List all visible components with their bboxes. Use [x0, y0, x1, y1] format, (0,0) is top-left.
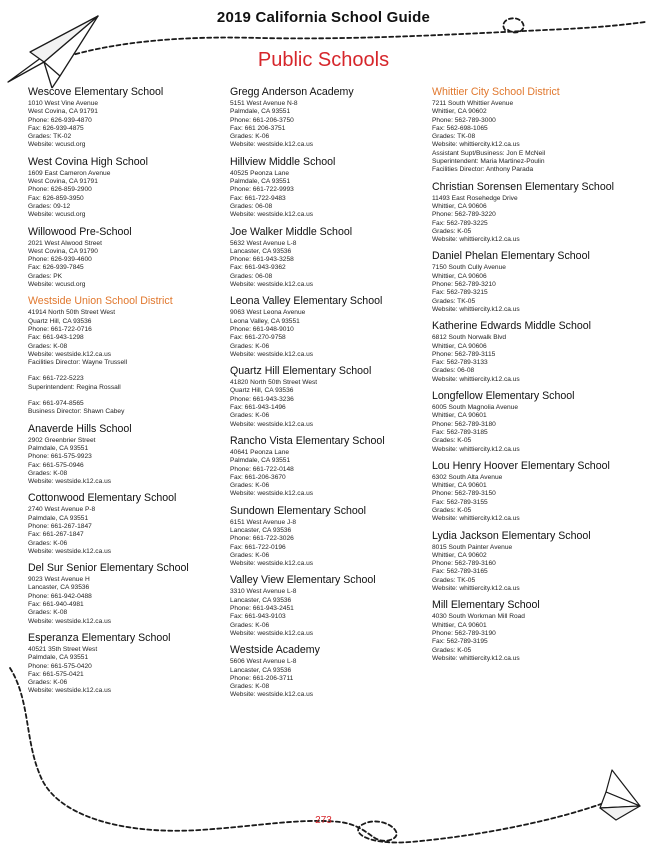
listing-detail-line: Grades: K-06: [28, 539, 68, 547]
listing-detail-line: Lancaster, CA 93536: [230, 526, 292, 534]
listing-detail-line: Phone: 626-939-4870: [28, 116, 92, 124]
listing-detail-line: 5606 West Avenue L-8: [230, 658, 297, 666]
school-name: Cottonwood Elementary School: [28, 492, 177, 505]
listing-detail-line: Phone: 661-943-3258: [230, 256, 294, 264]
listing-detail-line: Grades: K-05: [432, 437, 472, 445]
listing-detail-line: Whittier, CA 90602: [432, 551, 487, 559]
listing-detail-line: Grades: 06-08: [432, 367, 475, 375]
school-listing: [230, 295, 435, 359]
listing-detail-line: Lancaster, CA 93536: [230, 666, 292, 674]
listing-detail-line: Website: whittiercity.k12.ca.us: [432, 236, 520, 244]
listing-detail-line: Website: whittiercity.k12.ca.us: [432, 141, 520, 149]
listing-detail-line: Fax: 562-789-3155: [432, 498, 488, 506]
listing-detail-line: Facilities Director: Wayne Trussell: [28, 359, 128, 367]
listing-detail-line: 9063 West Leona Avenue: [230, 309, 306, 317]
listing-detail-line: Phone: 562-789-3190: [432, 629, 496, 637]
listing-detail-line: Leona Valley, CA 93551: [230, 317, 300, 325]
listing-detail-line: Grades: K-05: [432, 227, 472, 235]
listing-detail-line: 2902 Greenbrier Street: [28, 436, 96, 444]
listing-detail-line: Grades: K-06: [230, 133, 270, 141]
school-name: Longfellow Elementary School: [432, 390, 575, 403]
school-name: Anaverde Hills School: [28, 422, 132, 435]
listing-detail-line: Website: westside.k12.ca.us: [230, 560, 314, 568]
listing-detail-line: 8015 South Painter Avenue: [432, 543, 513, 551]
listing-detail-line: Phone: 661-206-3750: [230, 116, 294, 124]
school-name: Wescove Elementary School: [28, 86, 164, 98]
listing-detail-line: 40525 Peonza Lane: [230, 169, 290, 177]
listing-detail-line: Lancaster, CA 93536: [230, 247, 292, 255]
listing-detail-line: Grades: 06-08: [230, 272, 273, 280]
listing-detail-line: Grades: K-05: [432, 506, 472, 514]
listing-detail-line: Fax: 626-859-3950: [28, 194, 84, 202]
school-name: Christian Sorensen Elementary School: [432, 180, 614, 193]
listing-detail-line: 4030 South Workman Mill Road: [432, 613, 525, 621]
listing-detail-line: Whittier, CA 90601: [432, 621, 487, 629]
listing-detail-line: Fax: 626-939-7845: [28, 264, 84, 272]
listing-detail-line: Fax: 661-940-4981: [28, 601, 84, 609]
listing-detail-line: Phone: 661-942-0488: [28, 592, 92, 600]
listing-detail-line: Phone: 661-722-0716: [28, 325, 92, 333]
listing-detail-line: 11493 East Rosehedge Drive: [432, 194, 518, 202]
page-number: 273: [315, 815, 332, 826]
listing-detail-line: Phone: 562-789-3160: [432, 560, 496, 568]
section-title: Public Schools: [257, 49, 390, 71]
paper-airplane-icon: [600, 770, 640, 820]
listing-detail-line: Grades: TK-05: [432, 297, 476, 305]
listing-detail-line: Assistant Supt/Business: Jon E McNeil: [432, 149, 546, 157]
listing-detail-line: Phone: 661-267-1847: [28, 522, 92, 530]
listing-detail-line: 1609 East Cameron Avenue: [28, 169, 111, 177]
listing-detail-line: Website: westside.k12.ca.us: [230, 141, 314, 149]
listing-detail-line: Palmdale, CA 93551: [28, 514, 89, 522]
spacer: [28, 392, 233, 400]
listing-detail-line: Fax: 562-789-3165: [432, 568, 488, 576]
listing-detail-line: Lancaster, CA 93536: [28, 584, 90, 592]
listing-detail-line: Fax: 661-270-9758: [230, 334, 286, 342]
school-name: Rancho Vista Elementary School: [230, 434, 385, 447]
listing-detail-line: 5151 West Avenue N-8: [230, 100, 298, 107]
listing-detail-line: Website: westside.k12.ca.us: [28, 687, 112, 695]
school-listing: [230, 226, 435, 290]
listing-detail-line: Phone: 661-943-2451: [230, 605, 294, 613]
listing-detail-line: Phone: 661-575-9923: [28, 453, 92, 461]
listing-detail-line: Fax: 661-267-1847: [28, 531, 84, 539]
school-name: Katherine Edwards Middle School: [432, 320, 591, 333]
listing-detail-line: Grades: K-06: [28, 679, 68, 687]
school-listing: [230, 505, 435, 569]
school-name: Lydia Jackson Elementary School: [432, 529, 591, 542]
listing-detail-line: Quartz Hill, CA 93536: [28, 317, 92, 325]
listing-detail-line: Lancaster, CA 93536: [230, 596, 292, 604]
listing-detail-line: Superintendent: Maria Martinez-Poulin: [432, 158, 545, 166]
listing-detail-line: Website: westside.k12.ca.us: [28, 617, 112, 625]
school-listing: [230, 435, 435, 499]
school-name: Valley View Elementary School: [230, 574, 376, 587]
listing-detail-line: Website: westside.k12.ca.us: [230, 420, 314, 428]
listing-detail-line: Website: westside.k12.ca.us: [230, 350, 314, 358]
school-name: Hillview Middle School: [230, 155, 336, 168]
school-name: Mill Elementary School: [432, 599, 540, 612]
listing-detail-line: Whittier, CA 90601: [432, 412, 487, 420]
listing-detail-line: Grades: K-08: [230, 683, 270, 691]
listing-detail-line: Grades: TK-02: [28, 133, 72, 141]
listing-detail-line: Palmdale, CA 93551: [28, 444, 89, 452]
listing-detail-line: Fax: 661-722-5223: [28, 375, 84, 383]
listing-detail-line: Phone: 661-206-3711: [230, 674, 294, 682]
listing-detail-line: 5632 West Avenue L-8: [230, 239, 297, 247]
listing-detail-line: Website: wcusd.org: [28, 281, 86, 289]
listing-detail-line: 9023 West Avenue H: [28, 576, 90, 584]
column-2: [230, 86, 435, 706]
listing-detail-line: Grades: PK: [28, 272, 63, 280]
listing-detail-line: Fax: 661-974-8565: [28, 400, 84, 408]
listing-detail-line: Website: westside.k12.ca.us: [28, 350, 112, 358]
listing-detail-line: Palmdale, CA 93551: [28, 654, 89, 662]
guide-title: 2019 California School Guide: [216, 9, 431, 26]
listing-detail-line: Website: westside.k12.ca.us: [230, 490, 314, 498]
listing-detail-line: Grades: K-08: [28, 609, 68, 617]
listing-detail-line: Website: whittiercity.k12.ca.us: [432, 305, 520, 313]
listing-detail-line: Fax: 661-722-9483: [230, 194, 286, 202]
listing-detail-line: 41914 North 50th Street West: [28, 309, 116, 317]
listing-detail-line: Phone: 562-789-3220: [432, 211, 496, 219]
listing-detail-line: 7150 South Cully Avenue: [432, 264, 506, 272]
school-name: Leona Valley Elementary School: [230, 295, 383, 308]
listing-detail-line: Palmdale, CA 93551: [230, 178, 291, 186]
listing-detail-line: Fax: 562-789-3195: [432, 638, 488, 646]
listing-detail-line: Phone: 562-789-3000: [432, 116, 496, 124]
listing-detail-line: 3310 West Avenue L-8: [230, 588, 297, 596]
listing-detail-line: Phone: 661-722-0148: [230, 465, 294, 473]
school-listing: [28, 632, 233, 696]
listing-detail-line: 6151 West Avenue J-8: [230, 518, 297, 526]
district-name: Whittier City School District: [432, 86, 560, 98]
listing-detail-line: Fax: 661-575-0421: [28, 670, 84, 678]
district-name: Westside Union School District: [28, 295, 173, 308]
listing-detail-line: Grades: TK-05: [432, 576, 476, 584]
listing-detail-line: Whittier, CA 90606: [432, 272, 487, 280]
listing-detail-line: Whittier, CA 90606: [432, 202, 487, 210]
listing-detail-line: 7211 South Whittier Avenue: [432, 100, 514, 107]
school-name: Gregg Anderson Academy: [230, 86, 354, 98]
listing-detail-line: Website: westside.k12.ca.us: [28, 478, 112, 486]
listing-detail-line: 6812 South Norwalk Blvd: [432, 334, 507, 342]
school-listing: [28, 562, 233, 626]
listing-detail-line: Grades: TK-08: [432, 133, 476, 141]
school-listing: [28, 86, 233, 150]
listing-detail-line: Fax: 562-789-3225: [432, 219, 488, 227]
listing-detail-line: Fax: 661-206-3670: [230, 473, 286, 481]
listing-detail-line: Website: whittiercity.k12.ca.us: [432, 445, 520, 453]
listing-detail-line: Grades: K-08: [28, 342, 68, 350]
school-listing: [28, 492, 233, 556]
school-name: Del Sur Senior Elementary School: [28, 562, 189, 575]
school-name: Sundown Elementary School: [230, 504, 367, 517]
listing-detail-line: Fax: 562-789-3215: [432, 289, 488, 297]
district-listing: [28, 295, 233, 416]
listing-detail-line: Grades: 09-12: [28, 202, 71, 210]
listing-detail-line: Fax: 562-789-3185: [432, 428, 488, 436]
listing-detail-line: 1010 West Vine Avenue: [28, 100, 99, 107]
school-name: Daniel Phelan Elementary School: [432, 250, 590, 263]
listing-detail-line: Phone: 661-722-3026: [230, 535, 294, 543]
school-listing: [28, 156, 233, 220]
listing-detail-line: Website: westside.k12.ca.us: [230, 211, 314, 219]
listing-detail-line: Phone: 626-859-2900: [28, 186, 92, 194]
school-name: Quartz Hill Elementary School: [230, 365, 372, 378]
listing-detail-line: Grades: K-06: [230, 551, 270, 559]
school-listing: [230, 644, 435, 699]
listing-detail-line: 40641 Peonza Lane: [230, 448, 290, 456]
listing-detail-line: Fax: 661-943-9103: [230, 613, 286, 621]
listing-detail-line: Fax: 562-698-1065: [432, 124, 488, 132]
school-name: Westside Academy: [230, 644, 320, 657]
listing-detail-line: West Covina, CA 91791: [28, 178, 98, 186]
listing-detail-line: Superintendent: Regina Rossall: [28, 383, 121, 391]
listing-detail-line: 2740 West Avenue P-8: [28, 506, 96, 514]
listing-detail-line: Phone: 661-948-9010: [230, 325, 294, 333]
listing-detail-line: West Covina, CA 91790: [28, 247, 98, 255]
listing-detail-line: Business Director: Shawn Cabey: [28, 408, 125, 416]
school-name: Joe Walker Middle School: [230, 225, 353, 238]
school-listing: [230, 574, 435, 638]
listing-detail-line: Grades: K-06: [230, 342, 270, 350]
spacer: [28, 367, 233, 375]
listing-detail-line: Fax: 661-722-0196: [230, 543, 286, 551]
listing-detail-line: Grades: K-05: [432, 646, 472, 654]
listing-detail-line: Phone: 562-789-3210: [432, 281, 496, 289]
listing-detail-line: Website: westside.k12.ca.us: [230, 281, 314, 289]
school-listing: [432, 320, 637, 384]
listing-detail-line: Website: whittiercity.k12.ca.us: [432, 585, 520, 593]
school-listing: [432, 599, 637, 663]
column-3: [432, 86, 637, 669]
listing-detail-line: Website: whittiercity.k12.ca.us: [432, 375, 520, 383]
listing-detail-line: Phone: 661-575-0420: [28, 662, 92, 670]
listing-detail-line: Phone: 562-789-3150: [432, 490, 496, 498]
school-listing: [432, 250, 637, 314]
listing-detail-line: 2021 West Alwood Street: [28, 239, 102, 247]
school-listing: [432, 530, 637, 594]
listing-detail-line: Grades: K-08: [28, 469, 68, 477]
listing-detail-line: Palmdale, CA 93551: [230, 108, 291, 116]
listing-detail-line: Phone: 661-722-9993: [230, 186, 294, 194]
listing-detail-line: Phone: 562-789-3115: [432, 350, 496, 358]
listing-detail-line: Fax: 626-939-4875: [28, 124, 84, 132]
listing-detail-line: Palmdale, CA 93551: [230, 457, 291, 465]
listing-detail-line: 41820 North 50th Street West: [230, 379, 318, 387]
listing-detail-line: 40521 35th Street West: [28, 645, 98, 653]
listing-detail-line: Website: wcusd.org: [28, 211, 86, 219]
listing-detail-line: Quartz Hill, CA 93536: [230, 387, 294, 395]
listing-detail-line: Website: westside.k12.ca.us: [230, 629, 314, 637]
district-listing: [432, 86, 637, 175]
school-listing: [432, 181, 637, 245]
listing-detail-line: Website: westside.k12.ca.us: [28, 547, 112, 555]
listing-detail-line: Facilities Director: Anthony Parada: [432, 166, 534, 174]
listing-detail-line: Grades: K-06: [230, 412, 270, 420]
listing-detail-line: Fax: 562-789-3133: [432, 359, 488, 367]
school-listing: [230, 86, 435, 150]
school-name: Lou Henry Hoover Elementary School: [432, 459, 610, 472]
school-listing: [230, 365, 435, 429]
listing-detail-line: Phone: 661-943-3236: [230, 395, 294, 403]
listing-detail-line: Phone: 626-939-4600: [28, 256, 92, 264]
listing-detail-line: Fax: 661-943-1496: [230, 404, 286, 412]
listing-detail-line: Website: whittiercity.k12.ca.us: [432, 654, 520, 662]
school-name: Esperanza Elementary School: [28, 631, 171, 644]
school-listing: [432, 390, 637, 454]
school-listing: [28, 226, 233, 290]
listing-detail-line: 6005 South Magnolia Avenue: [432, 404, 519, 412]
school-name: Willowood Pre-School: [28, 225, 132, 238]
listing-detail-line: Grades: K-06: [230, 621, 270, 629]
listing-detail-line: Fax: 661-943-9362: [230, 264, 286, 272]
school-listing: [230, 156, 435, 220]
listing-detail-line: Website: whittiercity.k12.ca.us: [432, 515, 520, 523]
listing-detail-line: Grades: 06-08: [230, 202, 273, 210]
listing-detail-line: Whittier, CA 90602: [432, 108, 487, 116]
listing-detail-line: Phone: 562-789-3180: [432, 420, 496, 428]
listing-detail-line: West Covina, CA 91791: [28, 108, 98, 116]
listing-detail-line: Whittier, CA 90601: [432, 482, 487, 490]
listing-detail-line: Website: wcusd.org: [28, 141, 86, 149]
school-listing: [28, 423, 233, 487]
listing-detail-line: Fax: 661 206-3751: [230, 124, 286, 132]
listing-detail-line: 6302 South Alta Avenue: [432, 473, 503, 481]
school-name: West Covina High School: [28, 155, 148, 168]
listing-detail-line: Whittier, CA 90606: [432, 342, 487, 350]
column-1: [28, 86, 233, 702]
school-listing: [432, 460, 637, 524]
listing-detail-line: Grades: K-06: [230, 482, 270, 490]
listing-detail-line: Website: westside.k12.ca.us: [230, 691, 314, 699]
listing-detail-line: Fax: 661-575-0946: [28, 461, 84, 469]
listing-detail-line: Fax: 661-943-1298: [28, 334, 84, 342]
